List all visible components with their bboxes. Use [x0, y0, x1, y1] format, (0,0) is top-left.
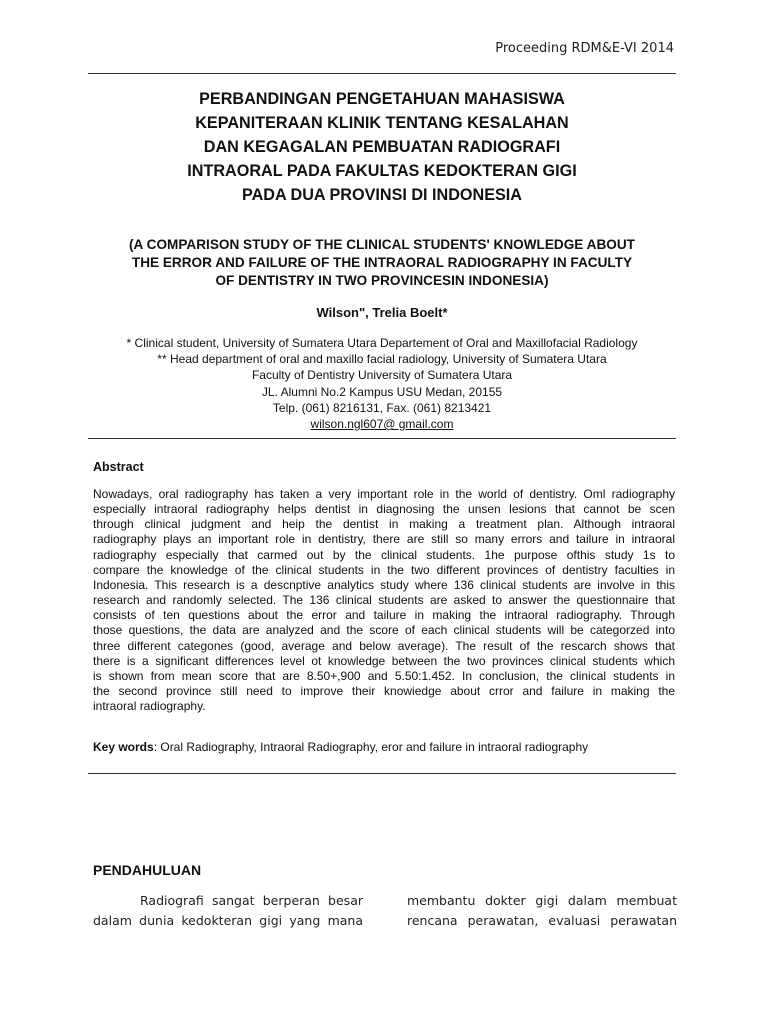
body-line: dalam dunia kedokteran gigi yang mana [93, 913, 363, 928]
section-heading: PENDAHULUAN [93, 862, 202, 878]
header-rule [88, 73, 676, 74]
abstract-heading: Abstract [93, 460, 144, 474]
abstract-bottom-rule [88, 773, 676, 774]
title-line: INTRAORAL PADA FAKULTAS KEDOKTERAN GIGI [187, 162, 577, 180]
keywords [93, 740, 675, 754]
keywords-label: Key words [93, 740, 154, 754]
authors: Wilson", Trelia Boelt* [316, 305, 448, 320]
abstract-line: Indonesia. This research is a descnptive analytics study where 136 clinical students are involve in this [93, 577, 675, 592]
affiliation-line: Telp. (061) 8216131, Fax. (061) 8213421 [272, 400, 492, 415]
body-line: Radiografi sangat berperan besar [140, 893, 363, 908]
left-column [93, 891, 363, 931]
keywords-text: : Oral Radiography, Intraoral Radiography, eror and failure in intraoral radiography [153, 740, 589, 754]
abstract-line: those questions, the data are analyzed and the score of each clinical students will be categorzed into [93, 623, 675, 638]
abstract-line: research and randomly selected. The 136 clinical students are asked to answer the questionnaire that [93, 593, 675, 608]
abstract-line: there is a significant differences level ot knowledge between the two provinces clinical students which [93, 653, 675, 668]
body-line: rencana perawatan, evaluasi perawatan [407, 913, 677, 928]
abstract-body [93, 487, 675, 714]
title-line: DAN KEGAGALAN PEMBUATAN RADIOGRAFI [203, 138, 561, 156]
abstract-line: radiography plays an important role in dentistry, there are still so many errors and tailure in intraoral [93, 532, 675, 547]
english-title-line: OF DENTISTRY IN TWO PROVINCESIN INDONESIA) [215, 273, 549, 288]
abstract-line: through clinical judgment and heip the dentist in making a treatment plan. Although intraoral [93, 517, 675, 532]
body-line: membantu dokter gigi dalam membuat [407, 893, 677, 908]
paper-title [88, 87, 676, 207]
abstract-line: radiography especially that carmed out by the clinical students. 1he purpose ofthis study 1s to [93, 547, 675, 562]
abstract-line: the second province still need to improve their knowiedge about crror and failure in making the [93, 684, 675, 699]
abstract-top-rule [88, 438, 676, 439]
email-link[interactable]: wilson.ngl607@ gmail.com [310, 417, 454, 432]
title-line: PERBANDINGAN PENGETAHUAN MAHASISWA [199, 90, 565, 108]
affiliations [88, 335, 676, 432]
english-title [88, 236, 676, 290]
abstract-line: especially intraoral radiography helps dentist in diagnosing the unsen lesions that cannot be scen [93, 502, 675, 517]
abstract-line: intraoral radiography. [93, 699, 206, 714]
abstract-line: Nowadays, oral radiography has taken a very important role in the world of dentistry. Oml radiography [93, 487, 675, 501]
right-column [407, 891, 677, 931]
title-line: KEPANITERAAN KLINIK TENTANG KESALAHAN [195, 114, 569, 132]
english-title-line: THE ERROR AND FAILURE OF THE INTRAORAL RADIOGRAPHY IN FACULTY [131, 255, 633, 270]
abstract-line: is shown from mean score that are 8.50+,900 and 5.50:1.452. In conclusion, the clinical students in [93, 668, 675, 683]
english-title-line: (A COMPARISON STUDY OF THE CLINICAL STUDENTS' KNOWLEDGE ABOUT [129, 237, 635, 252]
affiliation-line: ** Head department of oral and maxillo facial radiology, University of Sumatera Utara [157, 352, 607, 367]
abstract-line: three different categones (good, average and below average). The result of the rescarch shows that [93, 638, 675, 653]
affiliation-line: Faculty of Dentistry University of Sumatera Utara [251, 368, 513, 383]
abstract-line: compare the knowledge of the clinical students in the two different provinces of dentistry faculties in [93, 562, 675, 577]
running-head: Proceeding RDM&E-VI 2014 [495, 41, 674, 56]
affiliation-line: JL. Alumni No.2 Kampus USU Medan, 20155 [261, 384, 503, 399]
affiliation-line: * Clinical student, University of Sumatera Utara Departement of Oral and Maxillofacial Radiology [126, 336, 638, 350]
title-line: PADA DUA PROVINSI DI INDONESIA [241, 186, 522, 204]
abstract-line: consists of ten questions about the error and tailure in making the intraoral radiography. Through [93, 608, 675, 623]
